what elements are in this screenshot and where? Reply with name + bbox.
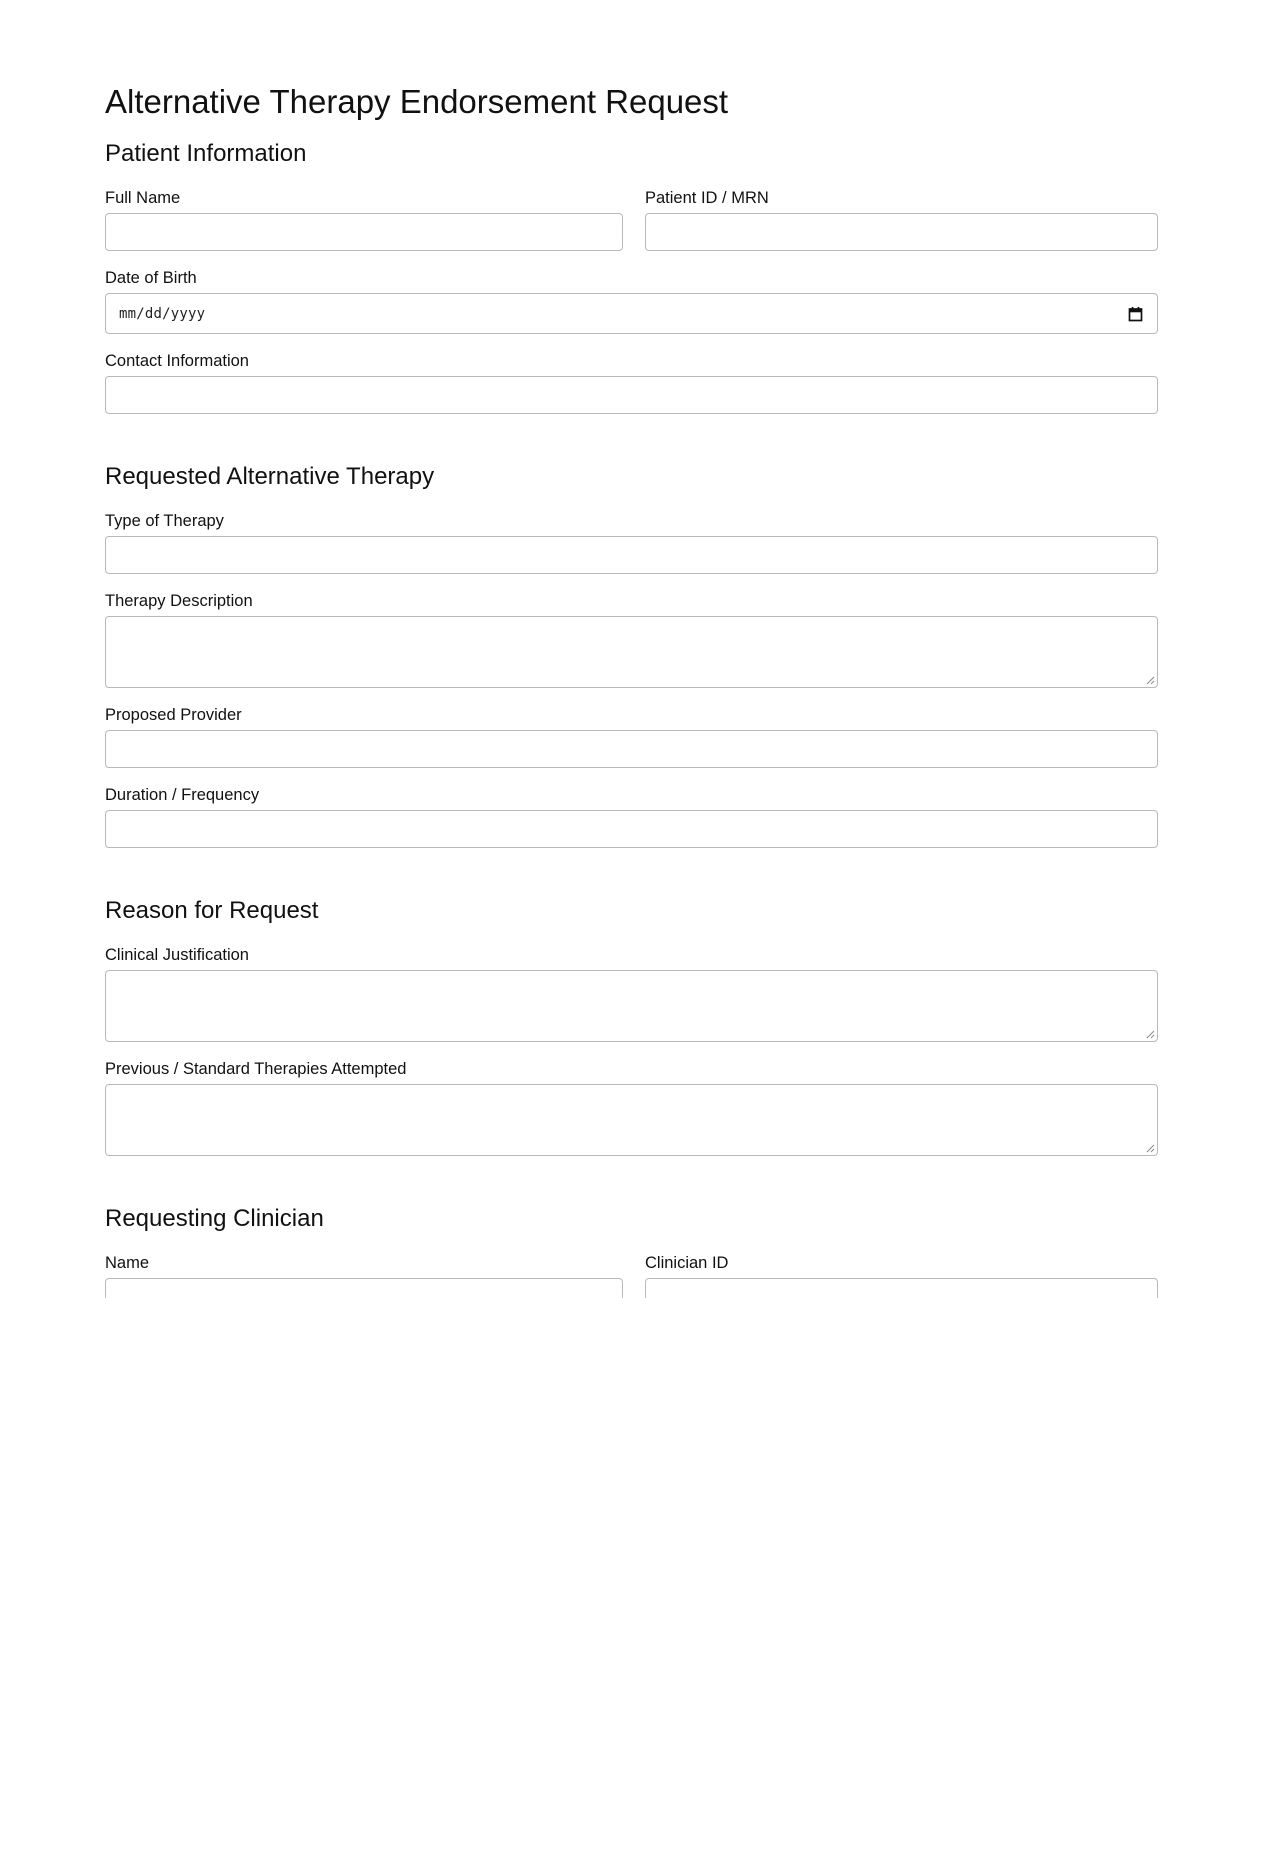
- clinical-justification-label: Clinical Justification: [105, 946, 249, 964]
- proposed-provider-input[interactable]: [105, 730, 1158, 768]
- resize-handle-icon[interactable]: [1145, 1143, 1155, 1153]
- therapy-description-textarea[interactable]: [105, 616, 1158, 688]
- resize-handle-icon[interactable]: [1145, 675, 1155, 685]
- full-name-label: Full Name: [105, 189, 181, 207]
- duration-frequency-input[interactable]: [105, 810, 1158, 848]
- calendar-icon[interactable]: [1128, 306, 1143, 322]
- proposed-provider-label: Proposed Provider: [105, 706, 242, 724]
- date-of-birth-placeholder: mm/dd/yyyy: [119, 306, 206, 322]
- contact-information-input[interactable]: [105, 376, 1158, 414]
- clinician-name-input[interactable]: [105, 1278, 623, 1298]
- previous-therapies-label: Previous / Standard Therapies Attempted: [105, 1060, 407, 1078]
- section-heading-requested-therapy: Requested Alternative Therapy: [105, 463, 435, 490]
- contact-information-label: Contact Information: [105, 352, 249, 370]
- type-of-therapy-label: Type of Therapy: [105, 512, 224, 530]
- date-of-birth-input[interactable]: [105, 293, 1158, 334]
- patient-id-label: Patient ID / MRN: [645, 189, 769, 207]
- date-of-birth-label: Date of Birth: [105, 269, 197, 287]
- page-title: Alternative Therapy Endorsement Request: [105, 83, 729, 120]
- clinician-id-input[interactable]: [645, 1278, 1158, 1298]
- full-name-input[interactable]: [105, 213, 623, 251]
- section-heading-requesting-clinician: Requesting Clinician: [105, 1205, 324, 1232]
- resize-handle-icon[interactable]: [1145, 1029, 1155, 1039]
- duration-frequency-label: Duration / Frequency: [105, 786, 260, 804]
- section-heading-patient-information: Patient Information: [105, 140, 307, 167]
- previous-therapies-textarea[interactable]: [105, 1084, 1158, 1156]
- clinical-justification-textarea[interactable]: [105, 970, 1158, 1042]
- type-of-therapy-input[interactable]: [105, 536, 1158, 574]
- clinician-name-label: Name: [105, 1254, 150, 1272]
- patient-id-input[interactable]: [645, 213, 1158, 251]
- therapy-description-label: Therapy Description: [105, 592, 253, 610]
- clinician-id-label: Clinician ID: [645, 1254, 729, 1272]
- section-heading-reason-for-request: Reason for Request: [105, 897, 319, 924]
